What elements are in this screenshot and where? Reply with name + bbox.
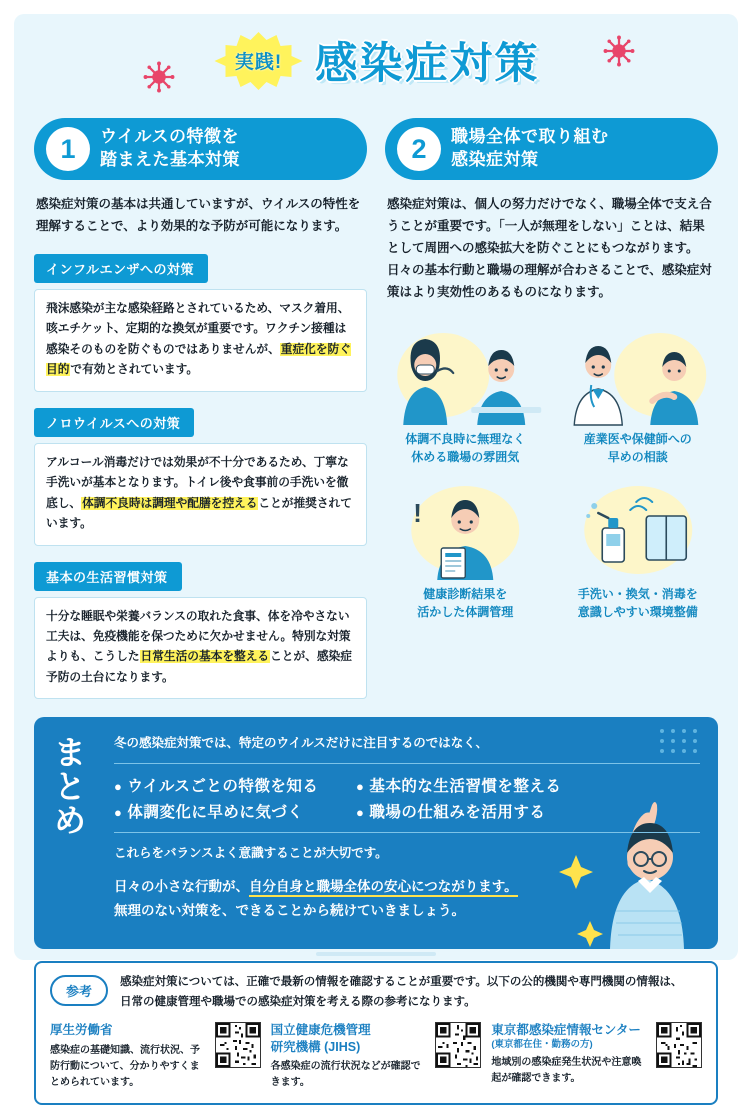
section-1-heading-line1: ウイルスの特徴を [100, 127, 239, 147]
illustration-cell-4 [558, 476, 719, 621]
org-tokyo-desc: 地域別の感染症発生状況や注意喚起が確認できます。 [491, 1057, 642, 1085]
summary-bullet-3-label: 体調変化に早めに気づく [127, 804, 304, 822]
org-jihs-desc: 各感染症の流行状況などが確認できます。 [270, 1060, 421, 1088]
summary-label: まとめ [49, 735, 87, 838]
summary-footer-line2: 無理のない対策を、できることから続けていきましょう。 [114, 903, 465, 918]
summary-bullet-2 [356, 774, 700, 796]
bullet-dot-icon: ● [114, 805, 123, 821]
caption-2-line1: 産業医や保健師への [583, 432, 692, 447]
section-1-number: 1 [46, 127, 90, 171]
summary-body [114, 733, 700, 922]
org-jihs [271, 1022, 482, 1091]
org-tokyo-sub: (東京都在住・勤務の方) [491, 1038, 593, 1050]
org-mhlw [50, 1022, 261, 1091]
card-lifestyle-highlight: 日常生活の基本を整える [140, 650, 270, 664]
illustration-caption-2 [558, 431, 719, 466]
illustration-caption-3 [385, 586, 546, 621]
summary-footer [114, 875, 700, 922]
summary-footer-line1-before: 日々の小さな行動が、 [114, 879, 249, 895]
reference-panel [34, 961, 718, 1105]
card-norovirus-text-after: ことが推奨されています。 [46, 496, 352, 531]
card-influenza-highlight: 重症化を防ぐ目的 [46, 342, 351, 377]
section-2-header [385, 118, 718, 180]
section-1 [34, 118, 367, 699]
summary-footer-line1 [114, 875, 700, 899]
summary-bullet-3 [114, 800, 356, 822]
bullet-dot-icon: ● [356, 779, 365, 795]
org-mhlw-desc: 感染症の基礎知識、流行状況、予防行動について、分かりやすくまとめられています。 [50, 1044, 200, 1088]
qr-code-icon[interactable] [435, 1022, 481, 1068]
practice-badge-label: 実践! [234, 52, 283, 73]
card-lifestyle [34, 597, 367, 700]
summary-bullet-1 [114, 774, 356, 796]
doctor-consultation-icon [558, 321, 719, 425]
card-label-norovirus: ノロウイルスへの対策 [34, 408, 194, 437]
org-tokyo-name: 東京都感染症情報センター [491, 1023, 641, 1038]
card-norovirus [34, 443, 367, 546]
caption-1-line1: 体調不良時に無理なく [405, 432, 526, 447]
card-lifestyle-text-after: ことが、感染症予防の土台になります。 [46, 650, 352, 684]
card-norovirus-text-before: アルコール消毒だけでは効果が不十分であるため、丁寧な手洗いが基本となります。トイレ後や食事前の手洗いを徹底し、 [46, 455, 349, 510]
reference-chip: 参考 [50, 975, 108, 1006]
caption-2-line2: 早めの相談 [607, 449, 668, 464]
section-2-number: 2 [397, 127, 441, 171]
summary-lead: 冬の感染症対策では、特定のウイルスだけに注目するのではなく、 [114, 736, 489, 751]
section-1-heading-line2: 踏まえた基本対策 [100, 150, 240, 169]
org-jihs-text [271, 1022, 428, 1091]
summary-bullet-1-label: ウイルスごとの特徴を知る [127, 778, 319, 796]
caption-3-line1: 健康診断結果を [423, 587, 508, 602]
org-mhlw-name: 厚生労働省 [50, 1023, 113, 1038]
card-label-influenza: インフルエンザへの対策 [34, 254, 208, 283]
practice-badge [213, 32, 305, 90]
card-label-lifestyle: 基本の生活習慣対策 [34, 562, 182, 591]
bullet-dot-icon: ● [356, 805, 365, 821]
caption-3-line2: 活かした体調管理 [417, 604, 514, 619]
section-2-lead: 感染症対策は、個人の努力だけでなく、職場全体で支え合うことが重要です。「一人が無理をしない」ことは、結果として周囲への感染拡大を防ぐことにもつながります。日々の基本行動と職場の理解が合わさることで、感染症対策はより実効性のあるものになります。 [387, 197, 712, 299]
org-mhlw-text [50, 1022, 207, 1091]
card-influenza-text-before: 飛沫感染が主な感染経路とされているため、マスク着用、咳エチケット、定期的な換気が重要です。ワクチン接種は感染そのものを防ぐものではありませんが、 [46, 301, 350, 356]
caption-4-line2: 意識しやすい環境整備 [577, 604, 698, 619]
summary-mid-text: これらをバランスよく意識することが大切です。 [114, 846, 388, 861]
section-1-header [34, 118, 367, 180]
illustration-grid [385, 321, 718, 621]
virus-icon [604, 36, 634, 66]
org-tokyo-text [491, 1022, 648, 1091]
org-jihs-name2: 研究機構 (JIHS) [270, 1039, 361, 1054]
section-1-heading [100, 126, 240, 172]
illustration-cell-3 [385, 476, 546, 621]
handwashing-sanitizer-icon [558, 476, 719, 580]
illustration-caption-1 [385, 431, 546, 466]
health-checkup-report-icon [385, 476, 546, 580]
section-2 [385, 118, 718, 699]
section-2-heading-line2: 感染症対策 [451, 150, 539, 169]
summary-bullet-4-label: 職場の仕組みを活用する [369, 804, 546, 822]
org-jihs-name: 国立健康危機管理 [270, 1023, 371, 1038]
page-title: 感染症対策 [314, 40, 540, 88]
card-influenza-text-after: で有効とされています。 [70, 363, 199, 377]
reference-note-line1: 感染症対策については、正確で最新の情報を確認することが重要です。以下の公的機関や専門機関の情報は、 [120, 976, 683, 989]
card-influenza [34, 289, 367, 392]
reference-note-line2: 日常の健康管理や職場での感染症対策を考える際の参考になります。 [120, 995, 476, 1008]
section-2-heading-line1: 職場全体で取り組む [451, 127, 609, 147]
caption-1-line2: 休める職場の雰囲気 [411, 449, 520, 464]
section-2-heading [451, 126, 609, 172]
illustration-cell-1 [385, 321, 546, 466]
main-columns [32, 118, 720, 699]
reference-organizations [50, 1022, 702, 1091]
reference-top [50, 973, 702, 1012]
illustration-caption-4 [558, 586, 719, 621]
reference-note [120, 973, 682, 1012]
poster-inner-panel [14, 14, 738, 1088]
illustration-cell-2 [558, 321, 719, 466]
summary-panel [34, 717, 718, 949]
qr-code-icon[interactable] [215, 1022, 261, 1068]
virus-icon [144, 62, 174, 92]
summary-bullets [114, 763, 700, 833]
summary-bullet-2-label: 基本的な生活習慣を整える [369, 778, 562, 796]
svg-text:!: ! [413, 498, 422, 529]
title-group [213, 30, 540, 91]
summary-bullet-4 [356, 800, 700, 822]
org-tokyo [491, 1022, 702, 1091]
person-coughing-mask-icon [385, 321, 546, 425]
card-norovirus-highlight: 体調不良時は調理や配膳を控える [82, 496, 258, 510]
bottom-decoration-bar [316, 952, 436, 956]
caption-4-line1: 手洗い・換気・消毒を [577, 587, 698, 602]
summary-footer-line1-highlight: 自分自身と職場全体の安心につながります。 [249, 879, 518, 897]
poster-header [32, 14, 720, 118]
bullet-dot-icon: ● [114, 779, 123, 795]
section-1-lead: 感染症対策の基本は共通していますが、ウイルスの特性を理解することで、より効果的な予防が可能になります。 [36, 197, 361, 233]
card-lifestyle-text-before: 十分な睡眠や栄養バランスの取れた食事、体を冷やさない工夫は、免疫機能を保つために欠かせません。特別な対策よりも、こうした [46, 609, 351, 664]
qr-code-icon[interactable] [656, 1022, 702, 1068]
